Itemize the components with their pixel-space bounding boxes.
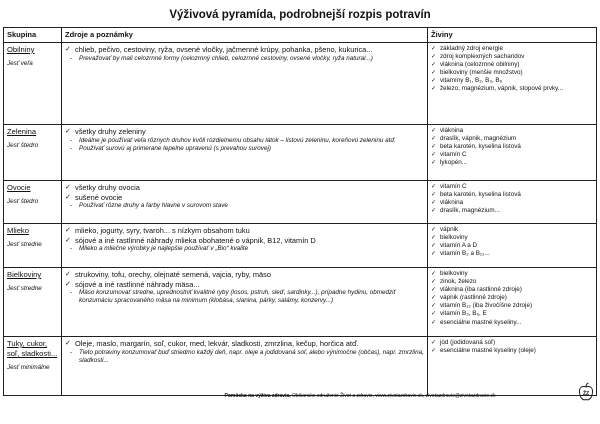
source-item: ✓ všetky druhy zeleniny xyxy=(65,127,424,137)
table-row xyxy=(4,224,597,268)
group-cell xyxy=(4,224,62,268)
nutrient-item: ✓ vitamín C xyxy=(431,151,593,159)
sources-cell xyxy=(62,224,428,268)
group-frequency: Jesť štedro xyxy=(7,142,39,149)
nutrient-item: ✓ bielkoviny xyxy=(431,234,593,242)
group-name: Tuky, cukor, soľ, sladkosti... xyxy=(7,339,58,358)
header-group: Skupina xyxy=(4,28,62,43)
group-frequency: Jesť štedro xyxy=(7,198,39,205)
note-item: - Mäso konzumovať stredne, uprednostniť kvalitné ryby (losos, pstruh, sleď, sardinky...), prípadne hydinu, obmedziť konzumáciu spracovaného mäsa na minimum (klobása, slanina, párky, salámy, konzervy...) xyxy=(65,289,424,305)
nutrient-item: ✓ vitamín C xyxy=(431,183,593,191)
nutrients-cell xyxy=(428,125,597,181)
nutrients-cell xyxy=(428,268,597,337)
nutrients-cell xyxy=(428,181,597,224)
nutrients-cell xyxy=(428,337,597,396)
footer xyxy=(150,393,570,399)
nutrient-item: ✓ vitamín B₁₂ (iba živočíšne zdroje) xyxy=(431,302,593,310)
nutrient-item: ✓ bielkoviny xyxy=(431,270,593,278)
nutrients-cell xyxy=(428,224,597,268)
table-row xyxy=(4,337,597,396)
group-name: Obilniny xyxy=(7,45,35,54)
group-cell xyxy=(4,125,62,181)
nutrient-item: ✓ vitamín A a D xyxy=(431,242,593,250)
note-item: - Tieto potraviny konzumovať buď striedmo každý deň, napr. oleje a jodidovaná soľ, alebo výnimočne (občas), napr. zmrzlina, sladkosti... xyxy=(65,349,424,365)
group-frequency: Jesť stredne xyxy=(7,241,42,248)
apple-logo-icon xyxy=(578,382,594,402)
source-item: ✓ chlieb, pečivo, cestoviny, ryža, ovsené vločky, jačmenné krúpy, pohanka, pšeno, kukurica... xyxy=(65,45,424,55)
table-header-row xyxy=(4,28,597,43)
nutrient-item: ✓ esenciálne mastné kyseliny (oleje) xyxy=(431,347,593,355)
nutrients-cell xyxy=(428,43,597,125)
source-item: ✓ všetky druhy ovocia xyxy=(65,183,424,193)
sources-cell xyxy=(62,268,428,337)
group-cell xyxy=(4,337,62,396)
nutrient-item: ✓ bielkoviny (menšie množstvo) xyxy=(431,69,593,77)
group-name: Bielkoviny xyxy=(7,270,42,279)
source-item: ✓ mlieko, jogurty, syry, tvaroh... s nízkym obsahom tuku xyxy=(65,226,424,236)
sources-cell xyxy=(62,337,428,396)
group-cell xyxy=(4,268,62,337)
nutrient-item: ✓ jód (jodidovaná soľ) xyxy=(431,339,593,347)
nutrient-item: ✓ vitamíny B₁, B₂, B₃, B₆ xyxy=(431,77,593,85)
nutrient-item: ✓ vitamín B₂ a B₁₂... xyxy=(431,250,593,258)
sources-cell xyxy=(62,43,428,125)
nutrient-item: ✓ základný zdroj energie xyxy=(431,45,593,53)
table-row xyxy=(4,125,597,181)
header-sources: Zdroje a poznámky xyxy=(62,28,428,43)
note-item: - Mlieko a mliečne výrobky je najlepšie používať v „Bio“ kvalite xyxy=(65,245,424,253)
group-cell xyxy=(4,181,62,224)
nutrient-item: ✓ vápnik (rastlinné zdroje) xyxy=(431,294,593,302)
sources-cell xyxy=(62,181,428,224)
group-cell xyxy=(4,43,62,125)
note-item: - Prevažovať by mali celozrnné formy (celozrnný chlieb, celozrnné cestoviny, ovsené vločky, ryža natural...) xyxy=(65,55,424,63)
source-item: ✓ strukoviny, tofu, orechy, olejnaté semená, vajcia, ryby, mäso xyxy=(65,270,424,280)
table-row xyxy=(4,181,597,224)
food-table xyxy=(3,27,597,396)
nutrient-item: ✓ lykopén... xyxy=(431,159,593,167)
sources-cell xyxy=(62,125,428,181)
nutrient-item: ✓ vláknina xyxy=(431,199,593,207)
footer-bold: Pomôcka na výživu zdravia, xyxy=(224,393,291,399)
nutrient-item: ✓ beta karotén, kyselina listová xyxy=(431,143,593,151)
nutrient-item: ✓ vláknina (celozrnné obilniny) xyxy=(431,61,593,69)
source-item: ✓ sójové a iné rastlinné náhrady mlieka obohatené o vápnik, B12, vitamín D xyxy=(65,236,424,246)
group-name: Ovocie xyxy=(7,183,31,192)
nutrient-item: ✓ vitamín B₃, B₆, E xyxy=(431,310,593,318)
group-frequency: Jesť stredne xyxy=(7,285,42,292)
nutrient-item: ✓ zinok, železo xyxy=(431,278,593,286)
group-frequency: Jesť veľa xyxy=(7,60,33,67)
table-row xyxy=(4,268,597,337)
table-row xyxy=(4,43,597,125)
source-item: ✓ sušené ovocie xyxy=(65,193,424,203)
note-item: - Používať rôzne druhy a farby hlavne v surovom stave xyxy=(65,202,424,210)
source-item: ✓ sójové a iné rastlinné náhrady mäsa... xyxy=(65,280,424,290)
nutrient-item: ✓ esenciálne mastné kyseliny... xyxy=(431,319,593,327)
group-frequency: Jesť minimálne xyxy=(7,364,50,371)
header-nutrients: Živiny xyxy=(428,28,597,43)
note-item: - Ideálne je používať veľa rôznych druhov kvôli rozdielnemu obsahu látok – listovú zeleninu, koreňovú zeleninu atď. xyxy=(65,137,424,145)
group-name: Mlieko xyxy=(7,226,29,235)
group-name: Zelenina xyxy=(7,127,37,136)
note-item: - Používať surovú aj primerane tepelne upravenú (s prevahou surovej) xyxy=(65,145,424,153)
page-title: Výživová pyramída, podrobnejší rozpis potravín xyxy=(169,9,431,21)
nutrient-item: ✓ draslík, vápnik, magnézium xyxy=(431,135,593,143)
footer-text: Občianske združenie Život a zdravie, www.zivotazdravie.sk, zivotazdravie@zivotazdravie.sk xyxy=(292,393,496,399)
nutrient-item: ✓ vápnik xyxy=(431,226,593,234)
nutrient-item: ✓ železo, magnézium, vápnik, stopové prvky... xyxy=(431,85,593,93)
source-item: ✓ Oleje, maslo, margarín, soľ, cukor, med, lekvár, sladkosti, zmrzlina, kečup, horčica atď. xyxy=(65,339,424,349)
nutrient-item: ✓ vláknina (iba rastlinné zdroje) xyxy=(431,286,593,294)
logo-text: ŽZ xyxy=(582,391,590,397)
nutrient-item: ✓ zdroj komplexných sacharidov xyxy=(431,53,593,61)
nutrient-item: ✓ vláknina xyxy=(431,127,593,135)
nutrient-item: ✓ beta karotén, kyselina listová xyxy=(431,191,593,199)
nutrient-item: ✓ draslík, magnézium... xyxy=(431,207,593,215)
